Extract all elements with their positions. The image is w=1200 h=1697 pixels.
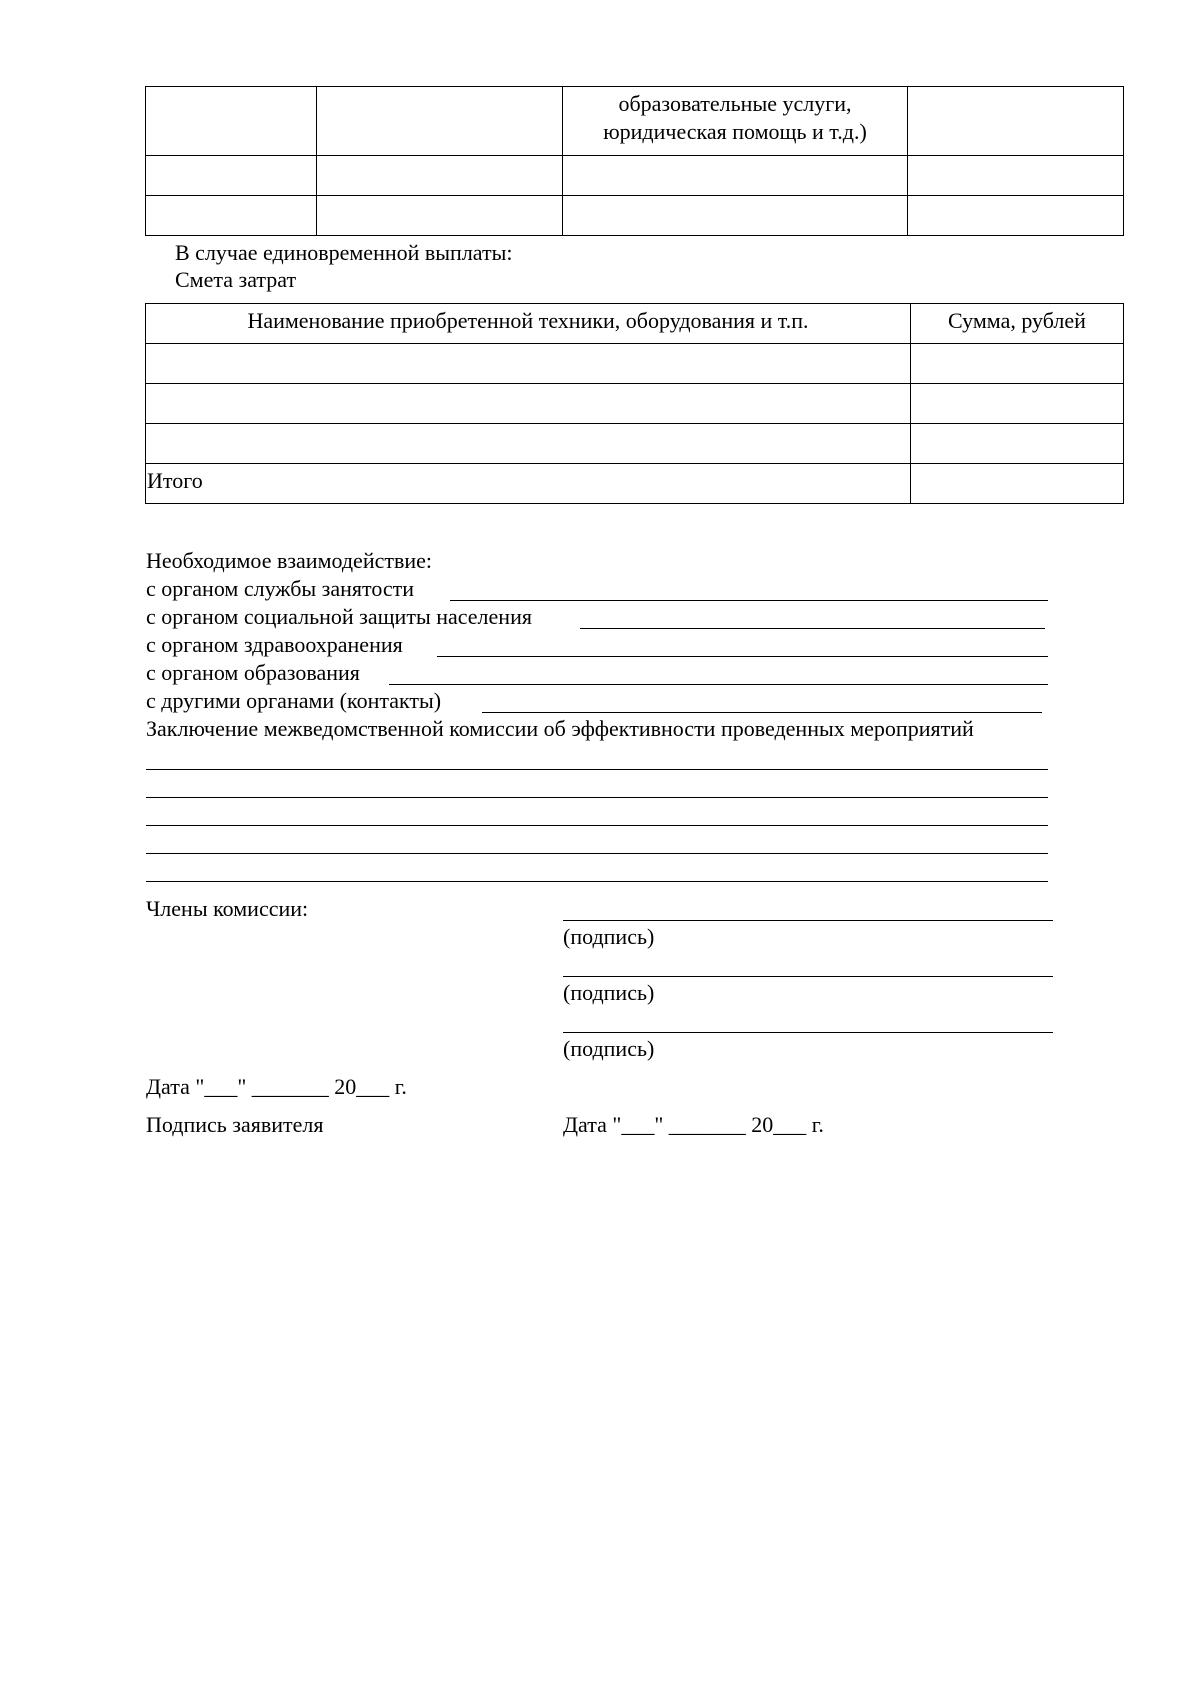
signature-caption: (подпись) — [563, 980, 655, 1005]
interaction-health-field[interactable] — [437, 656, 1048, 657]
signature-caption: (подпись) — [563, 924, 655, 949]
header-name: Наименование приобретенной техники, оборудования и т.п. — [146, 304, 911, 344]
conclusion-line[interactable] — [146, 797, 1048, 798]
interaction-employment-label: с органом службы занятости — [146, 576, 415, 601]
table-cell — [563, 156, 908, 196]
interaction-education-field[interactable] — [389, 684, 1048, 685]
interaction-social-field[interactable] — [580, 628, 1045, 629]
signature-line[interactable] — [563, 1032, 1053, 1033]
table-cell — [911, 424, 1124, 464]
table-cell — [146, 156, 317, 196]
signature-caption: (подпись) — [563, 1036, 655, 1061]
conclusion-line[interactable] — [146, 881, 1048, 882]
table-cell — [146, 344, 911, 384]
table-cell — [146, 87, 317, 156]
applicant-signature-label: Подпись заявителя — [146, 1112, 324, 1137]
table-row — [146, 87, 1124, 156]
table-header-row — [146, 304, 1124, 344]
date-line-right: Дата "___" _______ 20___ г. — [563, 1112, 824, 1137]
interaction-social-label: с органом социальной защиты населения — [146, 604, 532, 629]
estimate-table — [145, 303, 1124, 504]
table-row — [146, 424, 1124, 464]
interaction-other-label: с другими органами (контакты) — [146, 688, 442, 713]
table-cell — [911, 384, 1124, 424]
interaction-other-field[interactable] — [482, 712, 1042, 713]
table-row — [146, 196, 1124, 236]
conclusion-line[interactable] — [146, 853, 1048, 854]
commission-members-label: Члены комиссии: — [146, 896, 309, 921]
interaction-employment-field[interactable] — [450, 600, 1048, 601]
table-cell — [146, 424, 911, 464]
table-cell — [908, 156, 1124, 196]
conclusion-label: Заключение межведомственной комиссии об эффективности проведенных мероприятий — [146, 716, 974, 741]
conclusion-line[interactable] — [146, 769, 1048, 770]
signature-line[interactable] — [563, 920, 1053, 921]
table-row — [146, 384, 1124, 424]
table-cell — [317, 196, 563, 236]
date-line-left: Дата "___" _______ 20___ г. — [146, 1074, 407, 1099]
table-row — [146, 156, 1124, 196]
total-label: Итого — [146, 464, 911, 504]
total-row — [146, 464, 1124, 504]
table-cell — [911, 344, 1124, 384]
table-cell — [317, 87, 563, 156]
table-cell — [146, 196, 317, 236]
table-row — [146, 344, 1124, 384]
interaction-education-label: с органом образования — [146, 660, 360, 685]
total-value — [911, 464, 1124, 504]
table-cell — [908, 87, 1124, 156]
conclusion-line[interactable] — [146, 825, 1048, 826]
table-cell — [317, 156, 563, 196]
table-cell — [146, 384, 911, 424]
header-sum: Сумма, рублей — [911, 304, 1124, 344]
table-cell — [908, 196, 1124, 236]
estimate-label: Смета затрат — [175, 267, 297, 292]
interaction-health-label: с органом здравоохранения — [146, 632, 403, 657]
top-table — [145, 86, 1124, 236]
signature-line[interactable] — [563, 976, 1053, 977]
one-time-payment-label: В случае единовременной выплаты: — [175, 240, 513, 265]
interaction-title: Необходимое взаимодействие: — [146, 548, 433, 573]
table-cell-services: образовательные услуги, юридическая помощь и т.д.) — [563, 87, 908, 156]
table-cell — [563, 196, 908, 236]
